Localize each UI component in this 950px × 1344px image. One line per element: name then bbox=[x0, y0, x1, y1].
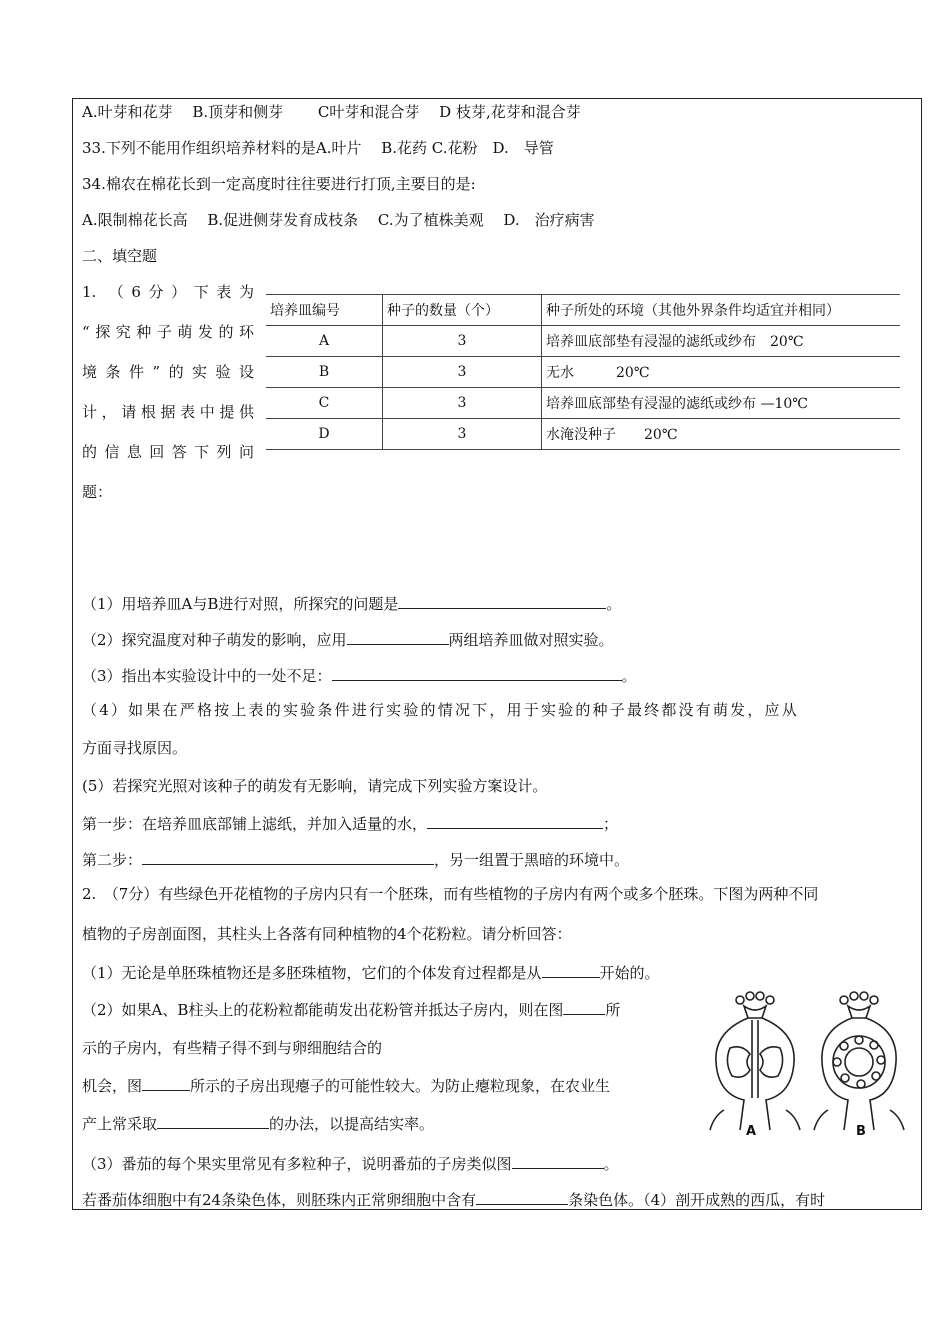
table-cell: A bbox=[266, 326, 383, 357]
q1-sub2-text: （2）探究温度对种子萌发的影响，应用 bbox=[82, 631, 347, 649]
table-cell: 培养皿底部垫有浸湿的滤纸或纱布 —10℃ bbox=[542, 388, 901, 419]
q1-sub3-text: （3）指出本实验设计中的一处不足： bbox=[82, 667, 332, 685]
q2-sub2-text: （2）如果A、B柱头上的花粉粒都能萌发出花粉管并抵达子房内，则在图 bbox=[82, 1001, 564, 1019]
table-row bbox=[266, 388, 900, 419]
q2-sub2-text: 所示的子房出现瘪子的可能性较大。为防止瘪粒现象，在农业生 bbox=[190, 1077, 611, 1095]
q1-intro-line: 1. （6分）下表为 bbox=[82, 283, 254, 301]
table-cell: 3 bbox=[383, 419, 542, 450]
q2-line1: 2. （7分）有些绿色开花植物的子房内只有一个胚珠，而有些植物的子房内有两个或多个胚珠。下图为两种不同 bbox=[82, 885, 819, 903]
answer-blank[interactable] bbox=[332, 664, 622, 681]
q2-sub2-line4 bbox=[82, 1112, 434, 1134]
answer-blank[interactable] bbox=[427, 812, 603, 829]
ovary-diagram bbox=[704, 990, 914, 1140]
q1-intro-line: 计，请根据表中提供 bbox=[82, 403, 254, 421]
q1-sub5: (5）若探究光照对该种子的萌发有无影响，请完成下列实验方案设计。 bbox=[82, 777, 548, 795]
q2-sub3-end: 。 bbox=[603, 1155, 619, 1173]
answer-blank[interactable] bbox=[142, 848, 434, 865]
table-header-row bbox=[266, 295, 900, 326]
q2-sub1-text: （1）无论是单胚珠植物还是多胚珠植物，它们的个体发育过程都是从 bbox=[82, 964, 542, 982]
q2-sub3-text: 条染色体。（4）剖开成熟的西瓜，有时 bbox=[568, 1191, 826, 1209]
q2-sub3-line2 bbox=[82, 1188, 825, 1210]
q2-line2: 植物的子房剖面图，其柱头上各落有同种植物的4个花粉粒。请分析回答： bbox=[82, 925, 572, 943]
experiment-table bbox=[266, 294, 900, 450]
q2-sub2 bbox=[82, 998, 620, 1020]
q34: 34.棉农在棉花长到一定高度时往往要进行打顶,主要目的是: bbox=[82, 175, 476, 193]
q1-step1-text: 第一步：在培养皿底部铺上滤纸，并加入适量的水， bbox=[82, 815, 428, 833]
table-cell: 无水 20℃ bbox=[542, 357, 901, 388]
table-row bbox=[266, 419, 900, 450]
q1-sub1 bbox=[82, 592, 621, 614]
table-cell: 水淹没种子 20℃ bbox=[542, 419, 901, 450]
q1-sub3-end: 。 bbox=[621, 667, 637, 685]
q2-sub3 bbox=[82, 1152, 619, 1174]
ovary-illustration bbox=[704, 990, 914, 1140]
table-header: 种子所处的环境（其他外界条件均适宜并相同） bbox=[542, 295, 901, 326]
table-cell: C bbox=[266, 388, 383, 419]
q1-sub1-end: 。 bbox=[606, 595, 622, 613]
q2-sub3-text: 若番茄体细胞中有24条染色体，则胚珠内正常卵细胞中含有 bbox=[82, 1191, 477, 1209]
q34-options: A.限制棉花长高 B.促进侧芽发育成枝条 C.为了植株美观 D. 治疗病害 bbox=[82, 211, 595, 229]
answer-blank[interactable] bbox=[563, 998, 605, 1015]
q1-intro-line: 题： bbox=[82, 483, 113, 501]
q1-intro-line: 境条件”的实验设 bbox=[82, 363, 254, 381]
q1-sub1-text: （1）用培养皿A与B进行对照，所探究的问题是 bbox=[82, 595, 399, 613]
table-cell: 3 bbox=[383, 388, 542, 419]
q1-step2 bbox=[82, 848, 629, 870]
table-header: 培养皿编号 bbox=[266, 295, 383, 326]
q2-sub2-text: 产上常采取 bbox=[82, 1115, 158, 1133]
q2-sub1-end: 开始的。 bbox=[599, 964, 660, 982]
q2-sub2-line2: 示的子房内，有些精子得不到与卵细胞结合的 bbox=[82, 1039, 383, 1057]
answer-blank[interactable] bbox=[512, 1152, 604, 1169]
section-heading: 二、填空题 bbox=[82, 247, 158, 265]
q1-step2-end: ，另一组置于黑暗的环境中。 bbox=[434, 851, 630, 869]
figure-label-b: B bbox=[856, 1124, 866, 1139]
q1-step1-end: ； bbox=[603, 815, 619, 833]
table-cell: 培养皿底部垫有浸湿的滤纸或纱布 20℃ bbox=[542, 326, 901, 357]
q32-options: A.叶芽和花芽 B.顶芽和侧芽 C叶芽和混合芽 D 枝芽,花芽和混合芽 bbox=[82, 103, 581, 121]
answer-blank[interactable] bbox=[398, 592, 606, 609]
answer-blank[interactable] bbox=[347, 628, 449, 645]
q1-step1 bbox=[82, 812, 618, 834]
answer-blank[interactable] bbox=[157, 1112, 269, 1129]
q2-sub2-end: 所 bbox=[605, 1001, 621, 1019]
table-cell: 3 bbox=[383, 357, 542, 388]
q2-sub2-text: 机会，图 bbox=[82, 1077, 143, 1095]
table-cell: B bbox=[266, 357, 383, 388]
q2-sub2-text: 的办法，以提高结实率。 bbox=[269, 1115, 435, 1133]
q2-sub2-line3 bbox=[82, 1074, 610, 1096]
table-header: 种子的数量（个） bbox=[383, 295, 542, 326]
table-cell: 3 bbox=[383, 326, 542, 357]
q2-sub3-text: （3）番茄的每个果实里常见有多粒种子，说明番茄的子房类似图 bbox=[82, 1155, 512, 1173]
q1-sub4: （4）如果在严格按上表的实验条件进行实验的情况下，用于实验的种子最终都没有萌发，应从 bbox=[82, 701, 799, 719]
answer-blank[interactable] bbox=[542, 961, 600, 978]
table-row bbox=[266, 326, 900, 357]
table-cell: D bbox=[266, 419, 383, 450]
q2-sub1 bbox=[82, 961, 660, 983]
figure-label-a: A bbox=[746, 1124, 757, 1139]
q1-sub4-cont: 方面寻找原因。 bbox=[82, 739, 188, 757]
answer-blank[interactable] bbox=[142, 1074, 190, 1091]
q1-intro bbox=[82, 282, 254, 522]
q1-step2-text: 第二步： bbox=[82, 851, 143, 869]
q1-sub2-end: 两组培养皿做对照实验。 bbox=[448, 631, 614, 649]
table-row bbox=[266, 357, 900, 388]
q1-sub3 bbox=[82, 664, 637, 686]
q1-intro-line: “探究种子萌发的环 bbox=[82, 323, 254, 341]
q33: 33.下列不能用作组织培养材料的是A.叶片 B.花药 C.花粉 D. 导管 bbox=[82, 139, 554, 157]
answer-blank[interactable] bbox=[476, 1188, 568, 1205]
q1-sub2 bbox=[82, 628, 614, 650]
q1-intro-line: 的信息回答下列问 bbox=[82, 443, 254, 461]
